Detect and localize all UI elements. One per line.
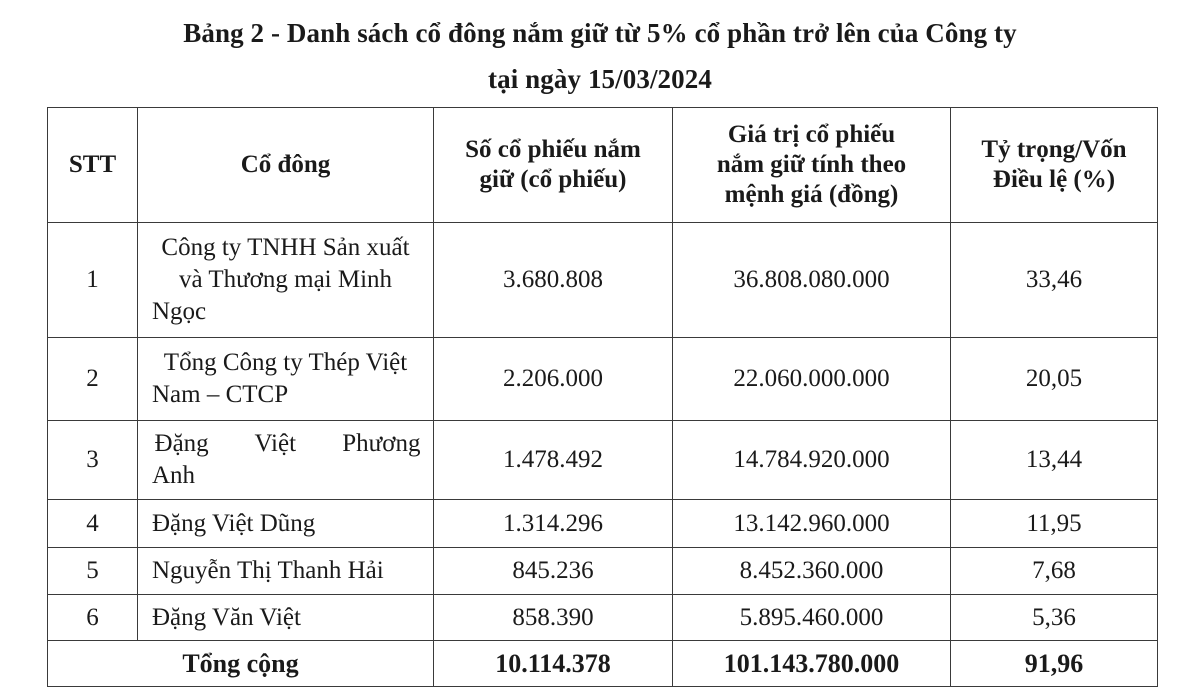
- cell-shareholder: Đặng Văn Việt: [138, 595, 434, 641]
- table-row: [48, 548, 1158, 595]
- header-ratio: Tỷ trọng/Vốn Điều lệ (%): [951, 108, 1158, 223]
- total-ratio: 91,96: [951, 641, 1158, 687]
- cell-ratio: 13,44: [951, 421, 1158, 500]
- cell-stt: 3: [48, 421, 138, 500]
- cell-stt: 2: [48, 338, 138, 421]
- table-row: [48, 421, 1158, 500]
- table-row: [48, 500, 1158, 548]
- total-shares: 10.114.378: [434, 641, 673, 687]
- cell-shareholder: Nguyễn Thị Thanh Hải: [138, 548, 434, 595]
- cell-shares: 2.206.000: [434, 338, 673, 421]
- cell-shares: 858.390: [434, 595, 673, 641]
- cell-shareholder: Đặng Việt Phương Anh: [138, 421, 434, 500]
- cell-stt: 5: [48, 548, 138, 595]
- table-row: [48, 223, 1158, 338]
- cell-value: 22.060.000.000: [673, 338, 951, 421]
- table-header-row: [48, 108, 1158, 223]
- cell-value: 8.452.360.000: [673, 548, 951, 595]
- table-subtitle-date: tại ngày 15/03/2024: [488, 64, 712, 94]
- cell-ratio: 5,36: [951, 595, 1158, 641]
- cell-ratio: 20,05: [951, 338, 1158, 421]
- cell-value: 5.895.460.000: [673, 595, 951, 641]
- header-value: Giá trị cổ phiếu nắm giữ tính theo mệnh giá (đồng): [673, 108, 951, 223]
- table-row: [48, 338, 1158, 421]
- cell-stt: 6: [48, 595, 138, 641]
- cell-shares: 1.478.492: [434, 421, 673, 500]
- cell-shares: 1.314.296: [434, 500, 673, 548]
- cell-value: 14.784.920.000: [673, 421, 951, 500]
- cell-shareholder: Công ty TNHH Sản xuất và Thương mại Minh Ngọc: [138, 223, 434, 338]
- total-label: Tổng cộng: [48, 641, 434, 687]
- table-title: Bảng 2 - Danh sách cổ đông nắm giữ từ 5% cổ phần trở lên của Công ty: [183, 18, 1017, 48]
- cell-stt: 4: [48, 500, 138, 548]
- cell-shareholder: Đặng Việt Dũng: [138, 500, 434, 548]
- header-shareholder: Cổ đông: [138, 108, 434, 223]
- table-total-row: [48, 641, 1158, 687]
- header-shares: Số cổ phiếu nắm giữ (cổ phiếu): [434, 108, 673, 223]
- cell-ratio: 33,46: [951, 223, 1158, 338]
- cell-stt: 1: [48, 223, 138, 338]
- total-value: 101.143.780.000: [673, 641, 951, 687]
- cell-shares: 3.680.808: [434, 223, 673, 338]
- cell-shareholder: Tổng Công ty Thép Việt Nam – CTCP: [138, 338, 434, 421]
- table-row: [48, 595, 1158, 641]
- cell-value: 13.142.960.000: [673, 500, 951, 548]
- cell-value: 36.808.080.000: [673, 223, 951, 338]
- cell-ratio: 7,68: [951, 548, 1158, 595]
- shareholders-table: [47, 107, 1158, 687]
- cell-shares: 845.236: [434, 548, 673, 595]
- cell-ratio: 11,95: [951, 500, 1158, 548]
- header-stt: STT: [48, 108, 138, 223]
